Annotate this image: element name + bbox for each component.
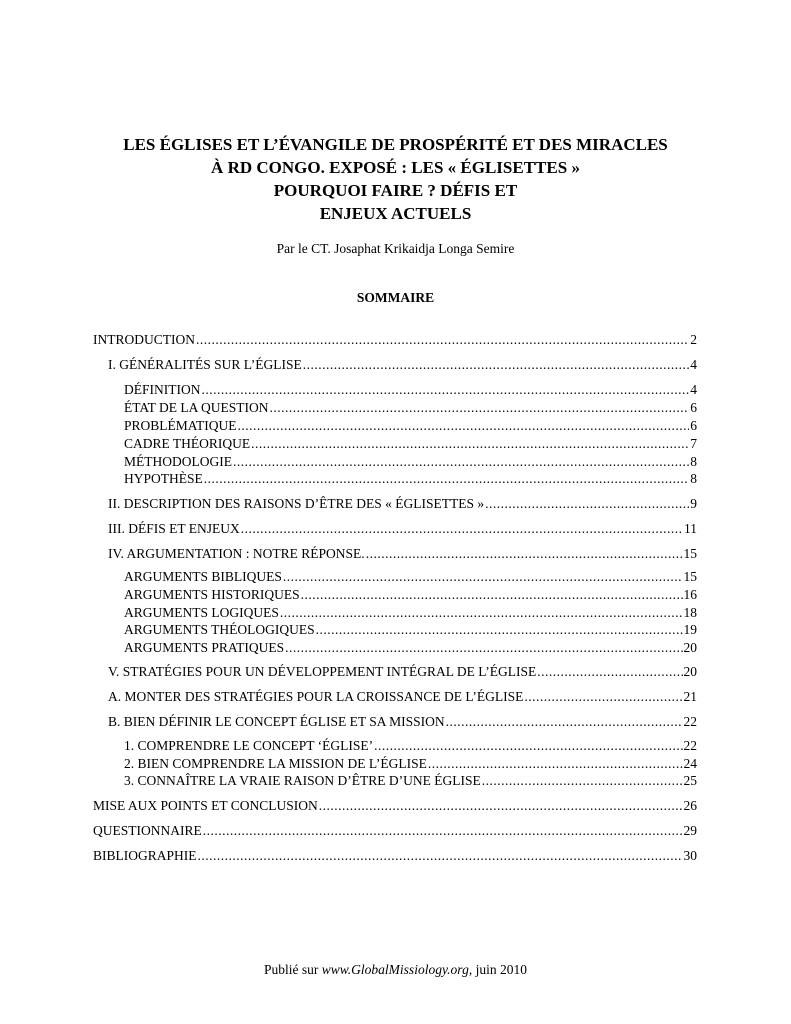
toc-page-number: 26 — [683, 798, 697, 813]
toc-entry-label: ARGUMENTS BIBLIQUES — [124, 569, 282, 584]
footer-prefix: Publié sur — [264, 962, 322, 977]
toc-entry-methodologie[interactable] — [124, 453, 697, 470]
toc-leader-dots — [270, 399, 690, 416]
toc-leader-dots — [366, 545, 683, 562]
toc-leader-dots — [446, 713, 683, 730]
toc-page-number: 9 — [690, 496, 697, 511]
toc-page-number: 4 — [690, 382, 697, 397]
toc-leader-dots — [303, 356, 690, 373]
toc-entry-generalites[interactable] — [108, 356, 697, 373]
title-line: À RD CONGO. EXPOSÉ : LES « ÉGLISETTES » — [211, 158, 580, 177]
toc-entry-conclusion[interactable] — [93, 797, 697, 814]
toc-entry-label: II. DESCRIPTION DES RAISONS D’ÊTRE DES « ÉGLISETTES » — [108, 496, 485, 511]
toc-leader-dots — [537, 663, 682, 680]
toc-entry-arguments-bibliques[interactable] — [124, 568, 697, 585]
toc-leader-dots — [485, 495, 689, 512]
toc-leader-dots — [238, 417, 690, 434]
toc-entry-defis-enjeux[interactable] — [108, 520, 697, 537]
toc-leader-dots — [241, 520, 683, 537]
toc-entry-label: BIBLIOGRAPHIE — [93, 848, 197, 863]
toc-entry-label: A. MONTER DES STRATÉGIES POUR LA CROISSANCE DE L’ÉGLISE — [108, 689, 524, 704]
toc-page-number: 29 — [683, 823, 697, 838]
toc-entry-introduction[interactable] — [93, 331, 697, 348]
toc-entry-label: ÉTAT DE LA QUESTION — [124, 400, 269, 415]
toc-entry-label: MISE AUX POINTS ET CONCLUSION — [93, 798, 318, 813]
toc-entry-definition[interactable] — [124, 381, 697, 398]
toc-entry-label: HYPOTHÈSE — [124, 471, 203, 486]
toc-entry-label: I. GÉNÉRALITÉS SUR L’ÉGLISE — [108, 357, 302, 372]
toc-page-number: 15 — [683, 569, 697, 584]
title-line: ENJEUX ACTUELS — [319, 204, 472, 223]
toc-page-number: 24 — [683, 756, 697, 771]
toc-entry-label: ARGUMENTS THÉOLOGIQUES — [124, 622, 315, 637]
toc-page-number: 20 — [683, 664, 697, 679]
toc-leader-dots — [524, 688, 682, 705]
title-line: LES ÉGLISES ET L’ÉVANGILE DE PROSPÉRITÉ ET DES MIRACLES — [123, 135, 668, 154]
toc-page-number: 16 — [683, 587, 697, 602]
toc-page-number: 7 — [690, 436, 697, 451]
title-line: POURQUOI FAIRE ? DÉFIS ET — [273, 181, 518, 200]
toc-entry-monter-strategies[interactable] — [108, 688, 697, 705]
toc-page-number: 25 — [683, 773, 697, 788]
toc-page-number: 8 — [690, 471, 697, 486]
toc-entry-label: ARGUMENTS HISTORIQUES — [124, 587, 300, 602]
toc-page-number: 21 — [683, 689, 697, 704]
toc-page-number: 18 — [683, 605, 697, 620]
toc-entry-connaitre-raison[interactable] — [124, 772, 697, 789]
toc-page-number: 6 — [690, 400, 697, 415]
toc-entry-label: B. BIEN DÉFINIR LE CONCEPT ÉGLISE ET SA MISSION — [108, 714, 445, 729]
toc-page-number: 22 — [683, 738, 697, 753]
toc-leader-dots — [204, 470, 689, 487]
toc-entry-bibliographie[interactable] — [93, 847, 697, 864]
toc-leader-dots — [316, 621, 683, 638]
toc-entry-label: V. STRATÉGIES POUR UN DÉVELOPPEMENT INTÉGRAL DE L’ÉGLISE — [108, 664, 537, 679]
toc-entry-bien-definir[interactable] — [108, 713, 697, 730]
toc-entry-arguments-historiques[interactable] — [124, 586, 697, 603]
toc-page-number: 30 — [683, 848, 697, 863]
toc-entry-strategies[interactable] — [108, 663, 697, 680]
toc-entry-problematique[interactable] — [124, 417, 697, 434]
toc-page-number: 22 — [683, 714, 697, 729]
toc-leader-dots — [301, 586, 683, 603]
toc-entry-label: 3. CONNAÎTRE LA VRAIE RAISON D’ÊTRE D’UNE ÉGLISE — [124, 773, 481, 788]
toc-leader-dots — [203, 822, 683, 839]
toc-entry-questionnaire[interactable] — [93, 822, 697, 839]
footer-suffix: , juin 2010 — [468, 962, 527, 977]
toc-leader-dots — [280, 604, 683, 621]
toc-leader-dots — [374, 737, 682, 754]
toc-entry-label: ARGUMENTS PRATIQUES — [124, 640, 285, 655]
toc-entry-label: 2. BIEN COMPRENDRE LA MISSION DE L’ÉGLISE — [124, 756, 427, 771]
toc-page-number: 8 — [690, 454, 697, 469]
toc-entry-label: ARGUMENTS LOGIQUES — [124, 605, 279, 620]
toc-leader-dots — [283, 568, 683, 585]
toc-entry-comprendre-mission[interactable] — [124, 755, 697, 772]
toc-page-number: 6 — [690, 418, 697, 433]
toc-entry-arguments-logiques[interactable] — [124, 604, 697, 621]
toc-leader-dots — [319, 797, 683, 814]
author-line: Par le CT. Josaphat Krikaidja Longa Semire — [276, 241, 515, 256]
toc-leader-dots — [202, 381, 690, 398]
toc-entry-etat-question[interactable] — [124, 399, 697, 416]
toc-leader-dots — [428, 755, 683, 772]
toc-entry-arguments-pratiques[interactable] — [124, 639, 697, 656]
toc-entry-argumentation[interactable] — [108, 545, 697, 562]
toc-entry-label: INTRODUCTION — [93, 332, 195, 347]
toc-leader-dots — [233, 453, 689, 470]
toc-entry-label: IV. ARGUMENTATION : NOTRE RÉPONSE. — [108, 546, 365, 561]
toc-entry-label: CADRE THÉORIQUE — [124, 436, 251, 451]
toc-entry-label: 1. COMPRENDRE LE CONCEPT ‘ÉGLISE’ — [124, 738, 374, 753]
toc-leader-dots — [196, 331, 689, 348]
toc-leader-dots — [251, 435, 689, 452]
toc-page-number: 4 — [690, 357, 697, 372]
toc-entry-label: MÉTHODOLOGIE — [124, 454, 232, 469]
toc-entry-label: DÉFINITION — [124, 382, 201, 397]
toc-page-number: 20 — [683, 640, 697, 655]
toc-entry-comprendre-concept[interactable] — [124, 737, 697, 754]
toc-page-number: 11 — [684, 521, 697, 536]
toc-entry-description-raisons[interactable] — [108, 495, 697, 512]
toc-leader-dots — [285, 639, 682, 656]
toc-entry-label: PROBLÉMATIQUE — [124, 418, 237, 433]
toc-page-number: 19 — [683, 622, 697, 637]
toc-page-number: 2 — [690, 332, 697, 347]
publication-footer — [0, 961, 791, 979]
toc-entry-arguments-theologiques[interactable] — [124, 621, 697, 638]
toc-entry-hypothese[interactable] — [124, 470, 697, 487]
sommaire-heading: SOMMAIRE — [356, 290, 435, 305]
toc-page-number: 15 — [683, 546, 697, 561]
toc-entry-label: QUESTIONNAIRE — [93, 823, 202, 838]
toc-entry-label: III. DÉFIS ET ENJEUX — [108, 521, 240, 536]
footer-site-link[interactable]: www.GlobalMissiology.org — [321, 962, 469, 977]
toc-leader-dots — [482, 772, 683, 789]
toc-entry-cadre-theorique[interactable] — [124, 435, 697, 452]
toc-leader-dots — [198, 847, 683, 864]
